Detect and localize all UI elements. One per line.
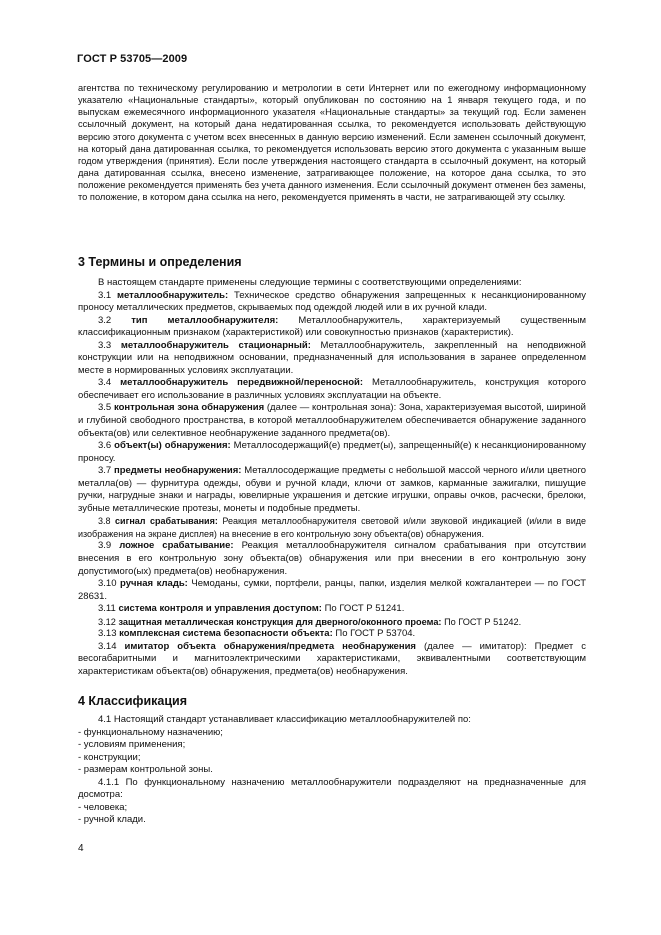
term-3-10 (78, 578, 586, 603)
term-definition: Металлосодержащие предметы с небольшой массой черного и/или цветного металла(ов) — фурнитура одежды, обуви и ручной клади, ключи от замков, карманные зажигалки, пишущие ручки, нагрудные знаки и награды, ювелирные украшения и детские игрушки, оправы очков, расчески, брелоки, зубные металлические протезы, монеты и подобные предметы. (78, 465, 586, 514)
section-3-body (78, 277, 586, 679)
term-number: 3.9 (98, 540, 112, 552)
term-3-12 (78, 616, 586, 629)
term-3-6 (78, 440, 586, 465)
term-3-1 (78, 290, 586, 315)
intro-block (78, 82, 586, 204)
term-number: 3.12 (98, 616, 116, 627)
term-name: тип металлообнаружителя: (131, 314, 279, 326)
list-item: - функциональному назначению; (78, 726, 223, 738)
term-name: система контроля и управления доступом: (118, 603, 322, 615)
term-number: 3.5 (98, 402, 112, 414)
section-3-lead: В настоящем стандарте применены следующие термины с соответствующими определениями: (98, 277, 522, 288)
term-number: 3.2 (98, 314, 112, 326)
list-item: - конструкции; (78, 751, 141, 763)
term-name: ручная кладь: (120, 578, 188, 590)
term-3-4 (78, 377, 586, 402)
term-3-8 (78, 515, 586, 540)
term-3-5 (78, 402, 586, 440)
term-definition: Реакция металлообнаружителя сигналом срабатывания при отсутствии внесения в его контрольную зону объекта(ов) обнаружения или при внесении в его контрольную зону допустимого(ых) предмета(ов) необнаружения. (78, 540, 587, 577)
term-name: металлообнаружитель: (117, 289, 229, 301)
term-3-14 (78, 641, 586, 679)
term-number: 3.6 (98, 440, 112, 452)
term-name: ложное срабатывание: (119, 540, 234, 552)
term-name: комплексная система безопасности объекта: (119, 628, 333, 640)
section-4-heading: 4 Классификация (78, 694, 188, 708)
term-name: металлообнаружитель стационарный: (120, 339, 311, 351)
term-definition: (далее — контрольная зона): Зона, характеризуемая высотой, шириной и глубиной свободного пространства, в которой металлообнаружителем обеспечивается обнаружение заданного объекта(ов) или селективное необнаружение заданного предмета(ов). (78, 402, 586, 439)
term-number: 3.14 (98, 640, 117, 652)
term-name: металлообнаружитель передвижной/переносной: (120, 377, 364, 389)
term-definition: Металлосодержащий(е) предмет(ы), запрещенный(е) к несанкционированному проносу. (78, 440, 587, 464)
page-number: 4 (78, 843, 84, 854)
list-item: - человека; (78, 801, 128, 813)
section-4-body (78, 714, 586, 827)
term-definition: Чемоданы, сумки, портфели, ранцы, папки, изделия мелкой кожгалантереи — по ГОСТ 28631. (78, 578, 587, 602)
term-definition: Металлообнаружитель, характеризуемый существенным классификационным признаком (характеристикой) или совокупностью признаков (характеристик). (78, 314, 587, 339)
term-3-13 (78, 628, 586, 641)
list-item: - размерам контрольной зоны. (78, 764, 213, 776)
term-3-2 (78, 315, 586, 340)
term-definition: Техническое средство обнаружения запрещенных к несанкционированному проносу металлических предметов, скрываемых под одеждой людей или в их ручной клади. (78, 289, 586, 314)
term-name: имитатор объекта обнаружения/предмета необнаружения (124, 640, 416, 652)
intro-paragraph: агентства по техническому регулированию и метрологии в сети Интернет или по ежегодному информационному указателю «Национальные стандарты», который опубликован по состоянию на 1 января текущего года, и по выпускам ежемесячного информационного указателя «Национальные стандарты» за текущий год. Если заменен ссылочный документ, на который дана недатированная ссылка, то рекомендуется использовать действующую версию этого документа с учетом всех внесенных в данную версию изменений. Если заменен ссылочный документ, на который дана датированная ссылка, то рекомендуется использовать версию этого документа с указанным выше годом утверждения (принятия). Если после утверждения настоящего стандарта в ссылочный документ, на который дана датированная ссылка, внесено изменение, затрагивающее положение, на которое дана ссылка, то это положение рекомендуется применять без учета данного изменения. Если ссылочный документ отменен без замены, то положение, в котором дана ссылка на него, рекомендуется применять в части, не затрагивающей эту ссылку. (78, 83, 586, 203)
document-header: ГОСТ Р 53705—2009 (77, 53, 188, 65)
term-3-7 (78, 465, 586, 515)
term-number: 3.3 (98, 339, 112, 351)
clause-4-1: 4.1 Настоящий стандарт устанавливает классификацию металлообнаружителей по: (98, 714, 471, 725)
term-definition: По ГОСТ Р 53704. (335, 628, 416, 640)
term-definition: По ГОСТ Р 51242. (444, 616, 522, 627)
term-definition: По ГОСТ Р 51241. (324, 603, 405, 615)
term-3-3 (78, 340, 586, 378)
term-name: защитная металлическая конструкция для дверного/оконного проема: (118, 616, 442, 627)
term-name: сигнал срабатывания: (115, 516, 218, 527)
term-number: 3.1 (98, 289, 112, 301)
term-number: 3.11 (98, 603, 116, 615)
term-3-11 (78, 603, 586, 616)
term-definition: (далее — имитатор): Предмет с весогабаритными и магнитоэлектрическими характеристиками, эквивалентными соответствующим характеристикам объекта(ов) обнаружения, предмета(ов) необнаружения. (78, 640, 587, 677)
clause-4-1-1: 4.1.1 По функциональному назначению металлообнаружители подразделяют на предназначенные для досмотра: (78, 776, 586, 801)
list-item: - условиям применения; (78, 739, 186, 751)
term-name: контрольная зона обнаружения (113, 402, 265, 414)
term-definition: Металлообнаружитель, закрепленный на неподвижной конструкции или на неподвижном основании, предназначенный для использования в заранее определенном месте в нормированных условиях эксплуатации. (78, 339, 586, 376)
term-number: 3.8 (98, 516, 111, 527)
list-item: - ручной клади. (78, 814, 146, 826)
section-3-heading: 3 Термины и определения (78, 255, 242, 269)
term-name: предметы необнаружения: (113, 465, 242, 477)
term-3-9 (78, 540, 586, 578)
term-definition: Реакция металлообнаружителя световой и/или звуковой индикацией (и/или в виде изображения на экране дисплея) на внесение в его контрольную зону объекта(ов) обнаружения. (78, 516, 586, 539)
term-number: 3.10 (98, 578, 117, 590)
term-definition: Металлообнаружитель, конструкция которого обеспечивает его использование в различных условиях эксплуатации на объекте. (78, 377, 586, 401)
term-number: 3.7 (98, 465, 112, 477)
term-name: объект(ы) обнаружения: (114, 440, 231, 452)
term-number: 3.4 (98, 377, 112, 389)
term-number: 3.13 (98, 628, 117, 640)
